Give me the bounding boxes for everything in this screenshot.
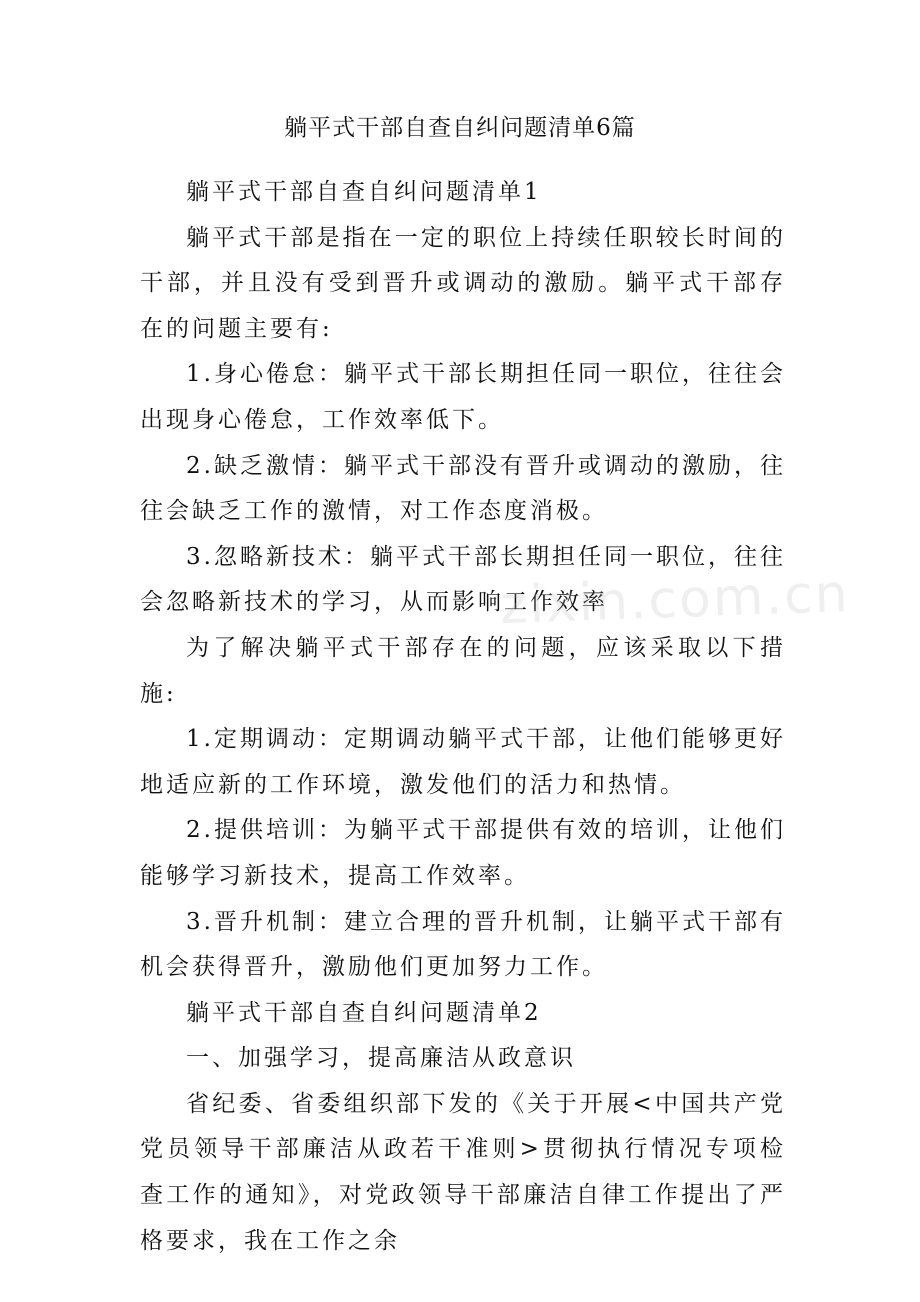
list-item: 2.提供培训：为躺平式干部提供有效的培训，让他们能够学习新技术，提高工作效率。	[140, 817, 786, 889]
list-item: 1.定期调动：定期调动躺平式干部，让他们能够更好地适应新的工作环境，激发他们的活力和热情。	[140, 726, 786, 798]
list-item: 3.晋升机制：建立合理的晋升机制，让躺平式干部有机会获得晋升，激励他们更加努力工作。	[140, 908, 786, 981]
list-item: 2.缺乏激情：躺平式干部没有晋升或调动的激励，往往会缺乏工作的激情，对工作态度消极。	[140, 452, 786, 525]
paragraph: 为了解决躺平式干部存在的问题，应该采取以下措施:	[140, 634, 786, 707]
paragraph: 省纪委、省委组织部下发的《关于开展<中国共产党党员领导干部廉洁从政若干准则>贯彻执行情况专项检查工作的通知》，对党政领导干部廉洁自律工作提出了严格要求，我在工作之余	[140, 1090, 786, 1254]
section-heading-2: 躺平式干部自查自纠问题清单2	[186, 999, 542, 1026]
list-item: 3.忽略新技术：躺平式干部长期担任同一职位，往往会忽略新技术的学习，从而影响工作效率	[140, 543, 786, 616]
document-title: 躺平式干部自查自纠问题清单6篇	[284, 115, 636, 141]
subsection-heading: 一、加强学习，提高廉洁从政意识	[186, 1045, 576, 1072]
watermark: zixin.com.cn	[499, 563, 851, 637]
document-body	[140, 170, 786, 1264]
paragraph: 躺平式干部是指在一定的职位上持续任职较长时间的干部，并且没有受到晋升或调动的激励。躺平式干部存在的问题主要有:	[140, 224, 786, 342]
list-item: 1.身心倦怠：躺平式干部长期担任同一职位，往往会出现身心倦怠，工作效率低下。	[140, 361, 786, 433]
section-heading-1: 躺平式干部自查自纠问题清单1	[186, 179, 542, 205]
